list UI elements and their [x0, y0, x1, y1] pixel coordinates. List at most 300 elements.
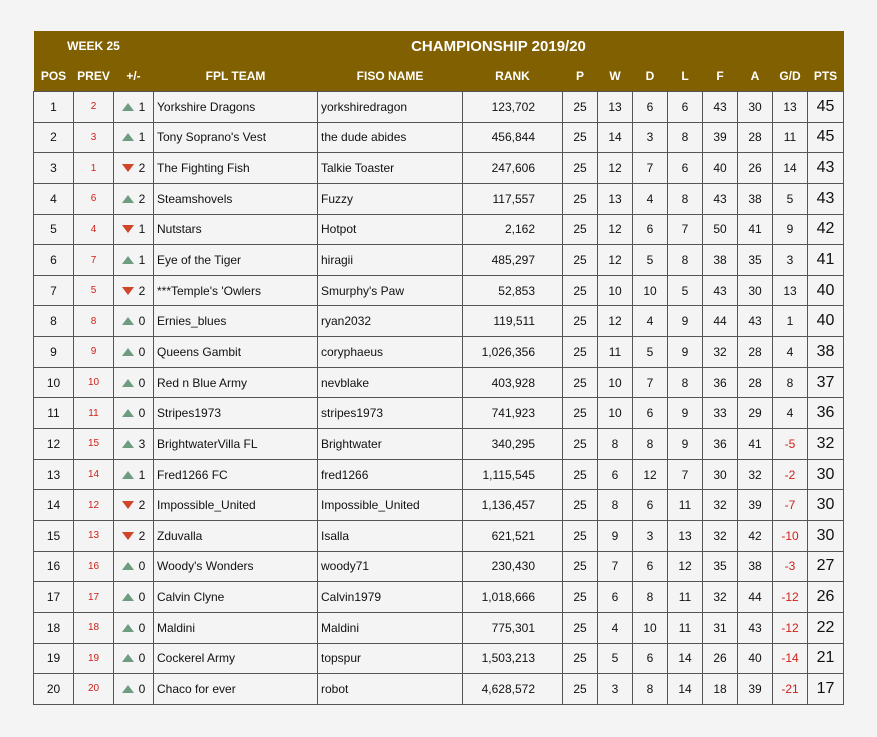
won-cell: 12	[598, 245, 633, 276]
table-row	[34, 122, 844, 153]
column-header-gd: G/D	[773, 61, 808, 92]
movement	[114, 130, 153, 144]
table-row	[34, 367, 844, 398]
lost-cell: 8	[668, 183, 703, 214]
drawn-cell: 10	[633, 275, 668, 306]
prev-cell: 5	[74, 275, 114, 306]
played-cell: 25	[563, 92, 598, 123]
fiso-cell: topspur	[318, 643, 463, 674]
points-cell: 17	[808, 674, 844, 705]
for-cell: 32	[703, 337, 738, 368]
lost-cell: 7	[668, 459, 703, 490]
team-cell: Zduvalla	[154, 520, 318, 551]
team-cell: Fred1266 FC	[154, 459, 318, 490]
pos-cell: 6	[34, 245, 74, 276]
lost-cell: 9	[668, 306, 703, 337]
movement	[114, 559, 153, 573]
arrow-up-icon	[122, 195, 134, 203]
rank-cell: 1,136,457	[463, 490, 563, 521]
prev-cell: 13	[74, 520, 114, 551]
goal-diff-cell: 9	[773, 214, 808, 245]
arrow-up-icon	[122, 348, 134, 356]
drawn-cell: 12	[633, 459, 668, 490]
fiso-cell: ryan2032	[318, 306, 463, 337]
change-value: 0	[138, 375, 146, 390]
points-cell: 40	[808, 275, 844, 306]
change-cell	[114, 306, 154, 337]
drawn-cell: 7	[633, 367, 668, 398]
table-row	[34, 551, 844, 582]
goal-diff-cell: -12	[773, 582, 808, 613]
lost-cell: 9	[668, 337, 703, 368]
arrow-down-icon	[122, 287, 134, 295]
points-cell: 42	[808, 214, 844, 245]
team-cell: Cockerel Army	[154, 643, 318, 674]
rank-cell: 230,430	[463, 551, 563, 582]
change-value: 3	[138, 436, 146, 451]
team-cell: Chaco for ever	[154, 674, 318, 705]
change-value: 0	[138, 651, 146, 666]
pos-cell: 11	[34, 398, 74, 429]
change-cell	[114, 520, 154, 551]
rank-cell: 456,844	[463, 122, 563, 153]
prev-cell: 14	[74, 459, 114, 490]
change-cell	[114, 337, 154, 368]
lost-cell: 6	[668, 153, 703, 184]
fiso-cell: nevblake	[318, 367, 463, 398]
movement	[114, 284, 153, 298]
for-cell: 18	[703, 674, 738, 705]
movement	[114, 437, 153, 451]
against-cell: 41	[738, 214, 773, 245]
drawn-cell: 6	[633, 490, 668, 521]
played-cell: 25	[563, 153, 598, 184]
pos-cell: 3	[34, 153, 74, 184]
won-cell: 4	[598, 612, 633, 643]
prev-cell: 18	[74, 612, 114, 643]
goal-diff-cell: -14	[773, 643, 808, 674]
points-cell: 45	[808, 122, 844, 153]
arrow-down-icon	[122, 532, 134, 540]
against-cell: 28	[738, 337, 773, 368]
played-cell: 25	[563, 214, 598, 245]
fiso-cell: coryphaeus	[318, 337, 463, 368]
won-cell: 12	[598, 214, 633, 245]
played-cell: 25	[563, 367, 598, 398]
prev-cell: 15	[74, 429, 114, 460]
won-cell: 12	[598, 306, 633, 337]
table-row	[34, 306, 844, 337]
points-cell: 21	[808, 643, 844, 674]
prev-cell: 12	[74, 490, 114, 521]
won-cell: 9	[598, 520, 633, 551]
fiso-cell: the dude abides	[318, 122, 463, 153]
against-cell: 38	[738, 183, 773, 214]
lost-cell: 11	[668, 582, 703, 613]
team-cell: Impossible_United	[154, 490, 318, 521]
played-cell: 25	[563, 122, 598, 153]
drawn-cell: 6	[633, 92, 668, 123]
for-cell: 40	[703, 153, 738, 184]
pos-cell: 16	[34, 551, 74, 582]
title-row	[34, 31, 844, 61]
change-cell	[114, 92, 154, 123]
movement	[114, 314, 153, 328]
prev-cell: 10	[74, 367, 114, 398]
table-row	[34, 275, 844, 306]
points-cell: 22	[808, 612, 844, 643]
team-cell: Ernies_blues	[154, 306, 318, 337]
movement	[114, 590, 153, 604]
team-cell: Nutstars	[154, 214, 318, 245]
for-cell: 32	[703, 582, 738, 613]
for-cell: 43	[703, 92, 738, 123]
goal-diff-cell: -2	[773, 459, 808, 490]
arrow-down-icon	[122, 225, 134, 233]
goal-diff-cell: -12	[773, 612, 808, 643]
arrow-up-icon	[122, 440, 134, 448]
rank-cell: 117,557	[463, 183, 563, 214]
drawn-cell: 8	[633, 582, 668, 613]
table-row	[34, 214, 844, 245]
change-value: 0	[138, 406, 146, 421]
won-cell: 11	[598, 337, 633, 368]
lost-cell: 14	[668, 643, 703, 674]
arrow-up-icon	[122, 103, 134, 111]
lost-cell: 8	[668, 245, 703, 276]
drawn-cell: 6	[633, 643, 668, 674]
change-value: 0	[138, 590, 146, 605]
column-header-a: A	[738, 61, 773, 92]
column-header-team: FPL TEAM	[154, 61, 318, 92]
change-value: 2	[138, 283, 146, 298]
drawn-cell: 5	[633, 337, 668, 368]
movement	[114, 498, 153, 512]
change-cell	[114, 122, 154, 153]
pos-cell: 5	[34, 214, 74, 245]
prev-cell: 2	[74, 92, 114, 123]
change-cell	[114, 275, 154, 306]
column-header-pts: PTS	[808, 61, 844, 92]
played-cell: 25	[563, 643, 598, 674]
lost-cell: 11	[668, 612, 703, 643]
goal-diff-cell: 14	[773, 153, 808, 184]
fiso-cell: Calvin1979	[318, 582, 463, 613]
drawn-cell: 6	[633, 398, 668, 429]
table-row	[34, 643, 844, 674]
goal-diff-cell: 8	[773, 367, 808, 398]
fiso-cell: Impossible_United	[318, 490, 463, 521]
drawn-cell: 5	[633, 245, 668, 276]
prev-cell: 17	[74, 582, 114, 613]
rank-cell: 621,521	[463, 520, 563, 551]
change-cell	[114, 183, 154, 214]
lost-cell: 8	[668, 122, 703, 153]
won-cell: 13	[598, 183, 633, 214]
rank-cell: 741,923	[463, 398, 563, 429]
fiso-cell: Isalla	[318, 520, 463, 551]
change-cell	[114, 398, 154, 429]
for-cell: 32	[703, 490, 738, 521]
for-cell: 30	[703, 459, 738, 490]
team-cell: Stripes1973	[154, 398, 318, 429]
prev-cell: 11	[74, 398, 114, 429]
lost-cell: 12	[668, 551, 703, 582]
table-row	[34, 153, 844, 184]
played-cell: 25	[563, 183, 598, 214]
rank-cell: 123,702	[463, 92, 563, 123]
table-row	[34, 92, 844, 123]
against-cell: 32	[738, 459, 773, 490]
drawn-cell: 4	[633, 306, 668, 337]
page-title: CHAMPIONSHIP 2019/20	[154, 31, 844, 61]
points-cell: 45	[808, 92, 844, 123]
for-cell: 36	[703, 367, 738, 398]
lost-cell: 6	[668, 92, 703, 123]
prev-cell: 16	[74, 551, 114, 582]
for-cell: 26	[703, 643, 738, 674]
goal-diff-cell: 3	[773, 245, 808, 276]
team-cell: Red n Blue Army	[154, 367, 318, 398]
prev-cell: 3	[74, 122, 114, 153]
fiso-cell: Smurphy's Paw	[318, 275, 463, 306]
played-cell: 25	[563, 429, 598, 460]
prev-cell: 1	[74, 153, 114, 184]
won-cell: 13	[598, 92, 633, 123]
change-cell	[114, 429, 154, 460]
team-cell: The Fighting Fish	[154, 153, 318, 184]
rank-cell: 2,162	[463, 214, 563, 245]
movement	[114, 529, 153, 543]
arrow-up-icon	[122, 562, 134, 570]
prev-cell: 6	[74, 183, 114, 214]
played-cell: 25	[563, 398, 598, 429]
pos-cell: 2	[34, 122, 74, 153]
fiso-cell: yorkshiredragon	[318, 92, 463, 123]
prev-cell: 20	[74, 674, 114, 705]
drawn-cell: 8	[633, 429, 668, 460]
lost-cell: 14	[668, 674, 703, 705]
won-cell: 10	[598, 367, 633, 398]
change-value: 1	[138, 222, 146, 237]
change-value: 2	[138, 191, 146, 206]
team-cell: ***Temple's 'Owlers	[154, 275, 318, 306]
played-cell: 25	[563, 306, 598, 337]
drawn-cell: 6	[633, 214, 668, 245]
for-cell: 43	[703, 183, 738, 214]
team-cell: Tony Soprano's Vest	[154, 122, 318, 153]
movement	[114, 161, 153, 175]
change-value: 1	[138, 253, 146, 268]
against-cell: 39	[738, 674, 773, 705]
team-cell: Woody's Wonders	[154, 551, 318, 582]
points-cell: 38	[808, 337, 844, 368]
rank-cell: 52,853	[463, 275, 563, 306]
fiso-cell: Maldini	[318, 612, 463, 643]
against-cell: 29	[738, 398, 773, 429]
pos-cell: 4	[34, 183, 74, 214]
against-cell: 40	[738, 643, 773, 674]
rank-cell: 1,026,356	[463, 337, 563, 368]
movement	[114, 682, 153, 696]
points-cell: 43	[808, 153, 844, 184]
played-cell: 25	[563, 612, 598, 643]
change-value: 1	[138, 130, 146, 145]
column-header-d: D	[633, 61, 668, 92]
won-cell: 5	[598, 643, 633, 674]
table-row	[34, 490, 844, 521]
fiso-cell: Hotpot	[318, 214, 463, 245]
column-header-change: +/-	[114, 61, 154, 92]
won-cell: 10	[598, 275, 633, 306]
movement	[114, 376, 153, 390]
drawn-cell: 7	[633, 153, 668, 184]
rank-cell: 403,928	[463, 367, 563, 398]
for-cell: 50	[703, 214, 738, 245]
table-row	[34, 183, 844, 214]
rank-cell: 119,511	[463, 306, 563, 337]
pos-cell: 14	[34, 490, 74, 521]
change-cell	[114, 674, 154, 705]
prev-cell: 19	[74, 643, 114, 674]
fiso-cell: Talkie Toaster	[318, 153, 463, 184]
won-cell: 8	[598, 429, 633, 460]
for-cell: 44	[703, 306, 738, 337]
against-cell: 42	[738, 520, 773, 551]
for-cell: 36	[703, 429, 738, 460]
pos-cell: 10	[34, 367, 74, 398]
fiso-cell: stripes1973	[318, 398, 463, 429]
pos-cell: 17	[34, 582, 74, 613]
goal-diff-cell: -7	[773, 490, 808, 521]
for-cell: 33	[703, 398, 738, 429]
pos-cell: 19	[34, 643, 74, 674]
lost-cell: 9	[668, 429, 703, 460]
change-cell	[114, 153, 154, 184]
movement	[114, 100, 153, 114]
pos-cell: 15	[34, 520, 74, 551]
arrow-up-icon	[122, 256, 134, 264]
points-cell: 26	[808, 582, 844, 613]
change-cell	[114, 551, 154, 582]
change-value: 0	[138, 344, 146, 359]
rank-cell: 1,115,545	[463, 459, 563, 490]
table-row	[34, 245, 844, 276]
fiso-cell: hiragii	[318, 245, 463, 276]
for-cell: 43	[703, 275, 738, 306]
pos-cell: 13	[34, 459, 74, 490]
movement	[114, 192, 153, 206]
team-cell: Yorkshire Dragons	[154, 92, 318, 123]
against-cell: 41	[738, 429, 773, 460]
lost-cell: 8	[668, 367, 703, 398]
goal-diff-cell: 13	[773, 92, 808, 123]
table-body	[34, 92, 844, 705]
table-row	[34, 582, 844, 613]
arrow-up-icon	[122, 654, 134, 662]
points-cell: 27	[808, 551, 844, 582]
change-value: 0	[138, 559, 146, 574]
prev-cell: 8	[74, 306, 114, 337]
change-value: 1	[138, 467, 146, 482]
against-cell: 28	[738, 367, 773, 398]
against-cell: 43	[738, 612, 773, 643]
arrow-up-icon	[122, 624, 134, 632]
table-row	[34, 674, 844, 705]
team-cell: BrightwaterVilla FL	[154, 429, 318, 460]
points-cell: 30	[808, 520, 844, 551]
change-cell	[114, 582, 154, 613]
arrow-up-icon	[122, 593, 134, 601]
for-cell: 31	[703, 612, 738, 643]
column-header-w: W	[598, 61, 633, 92]
arrow-up-icon	[122, 133, 134, 141]
against-cell: 30	[738, 275, 773, 306]
team-cell: Eye of the Tiger	[154, 245, 318, 276]
pos-cell: 18	[34, 612, 74, 643]
change-value: 2	[138, 528, 146, 543]
played-cell: 25	[563, 551, 598, 582]
arrow-up-icon	[122, 317, 134, 325]
played-cell: 25	[563, 490, 598, 521]
fiso-cell: woody71	[318, 551, 463, 582]
pos-cell: 1	[34, 92, 74, 123]
table-row	[34, 459, 844, 490]
column-header-row	[34, 61, 844, 92]
points-cell: 30	[808, 459, 844, 490]
team-cell: Maldini	[154, 612, 318, 643]
drawn-cell: 8	[633, 674, 668, 705]
against-cell: 43	[738, 306, 773, 337]
table-row	[34, 398, 844, 429]
league-table	[33, 31, 844, 705]
played-cell: 25	[563, 459, 598, 490]
change-value: 2	[138, 161, 146, 176]
table-row	[34, 429, 844, 460]
points-cell: 32	[808, 429, 844, 460]
against-cell: 38	[738, 551, 773, 582]
goal-diff-cell: 13	[773, 275, 808, 306]
for-cell: 39	[703, 122, 738, 153]
against-cell: 35	[738, 245, 773, 276]
lost-cell: 9	[668, 398, 703, 429]
column-header-f: F	[703, 61, 738, 92]
goal-diff-cell: 4	[773, 398, 808, 429]
fiso-cell: Brightwater	[318, 429, 463, 460]
goal-diff-cell: 5	[773, 183, 808, 214]
goal-diff-cell: 11	[773, 122, 808, 153]
team-cell: Calvin Clyne	[154, 582, 318, 613]
arrow-down-icon	[122, 164, 134, 172]
table-row	[34, 337, 844, 368]
movement	[114, 468, 153, 482]
team-cell: Queens Gambit	[154, 337, 318, 368]
points-cell: 40	[808, 306, 844, 337]
movement	[114, 345, 153, 359]
change-value: 1	[138, 99, 146, 114]
against-cell: 28	[738, 122, 773, 153]
arrow-up-icon	[122, 685, 134, 693]
played-cell: 25	[563, 337, 598, 368]
column-header-prev: PREV	[74, 61, 114, 92]
change-cell	[114, 245, 154, 276]
against-cell: 39	[738, 490, 773, 521]
won-cell: 14	[598, 122, 633, 153]
points-cell: 37	[808, 367, 844, 398]
change-value: 0	[138, 681, 146, 696]
played-cell: 25	[563, 520, 598, 551]
goal-diff-cell: 1	[773, 306, 808, 337]
